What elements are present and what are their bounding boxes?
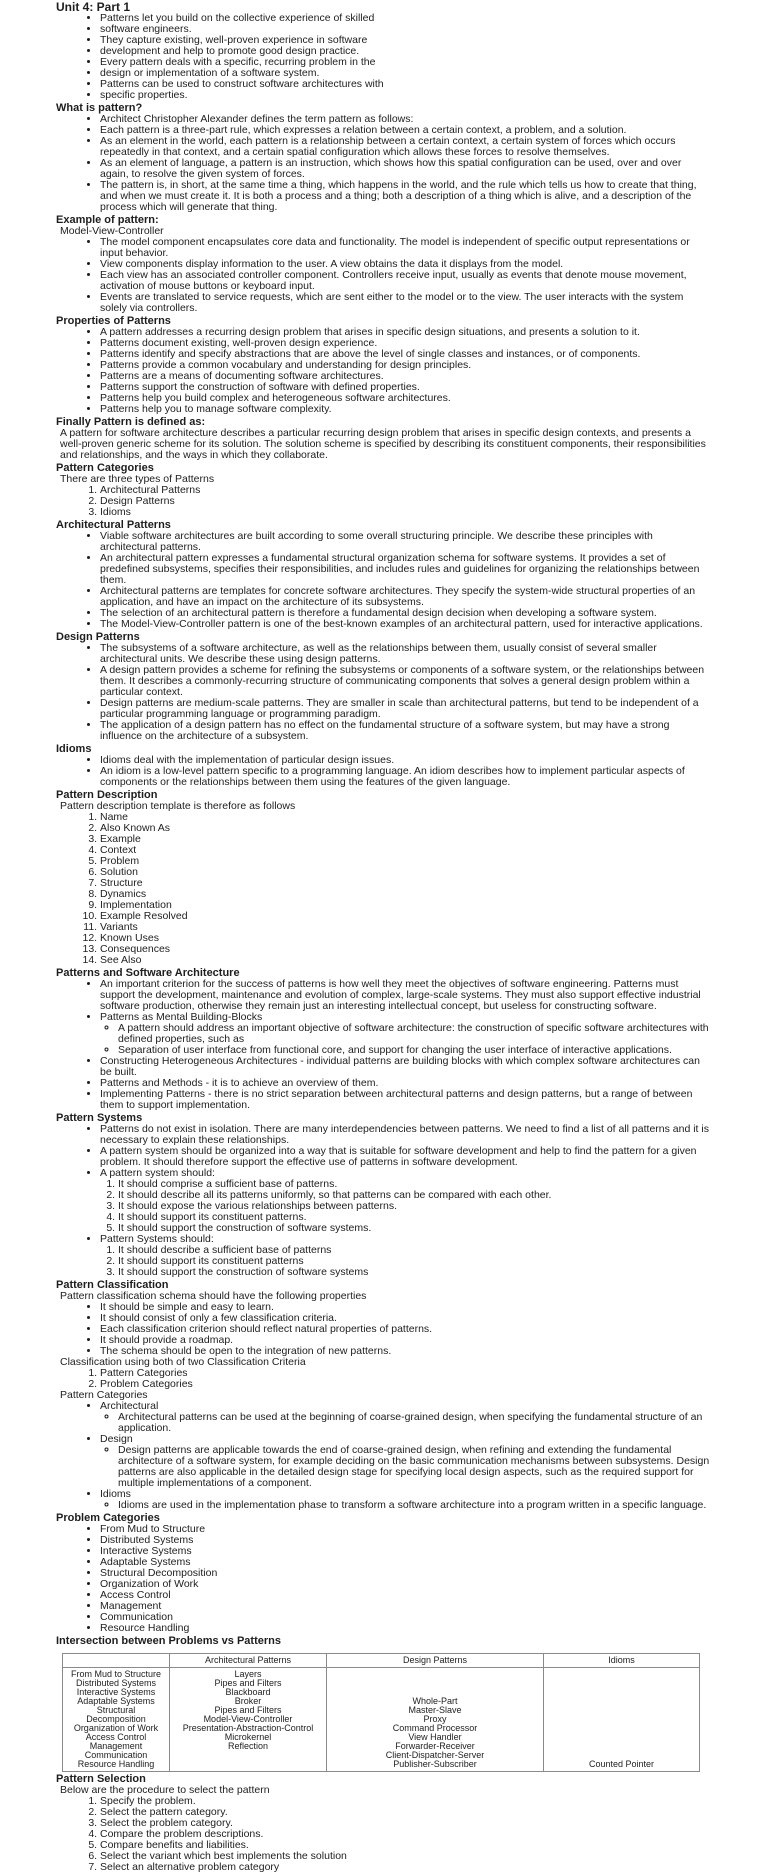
list-item: • The model component encapsulates core data and functionality. The model is independent of specific output representations or input behavior. [100,237,712,259]
category-name: Idioms [100,1488,131,1500]
mental-blocks-list [100,1023,712,1056]
description-intro: Pattern description template is therefore as follows [60,800,296,812]
list-item: 5. Compare benefits and liabilities. [100,1840,712,1851]
list-item: • Organization of Work [100,1579,712,1590]
list-item: 7. Structure [100,878,712,889]
classification-list [56,1302,712,1357]
list-item: • development and help to promote good design practice. [100,46,712,57]
list-item: • The pattern is, in short, at the same time a thing, which happens in the world, and the rule which tells us how to create that thing, and when we must create it. It is both a process and a thing; both a description of a thing which is alive, and a description of the process which will generate that thing. [100,180,712,213]
list-item: 2. It should describe all its patterns uniformly, so that patterns can be compared with each other. [118,1190,712,1201]
list-item: 6. Select the variant which best implements the solution [100,1851,712,1862]
list-item: 2. Also Known As [100,823,712,834]
table-cell: From Mud to Structure Distributed Systems Interactive Systems Adaptable Systems Structural Decomposition Organization of Work Access Control Management Communication Resource Handling [63,1668,170,1772]
what-is-pattern-list [56,114,712,213]
list-item: • software engineers. [100,24,712,35]
list-item: • Adaptable Systems [100,1557,712,1568]
list-item: • It should provide a roadmap. [100,1335,712,1346]
list-item: • An architectural pattern expresses a fundamental structural organization schema for software systems. It provides a set of predefined subsystems, specifies their responsibilities, and includes rules and guidelines for organizing the relationships between them. [100,553,712,586]
list-item: • It should consist of only a few classification criteria. [100,1313,712,1324]
list-item: • Idioms deal with the implementation of particular design issues. [100,755,712,766]
list-item: 6. Solution [100,867,712,878]
list-item: ◦ Design patterns are applicable towards the end of coarse-grained design, when refining and extending the fundamental architecture of a software system, for example deciding on the basic communication mechanisms between subsystems. Design patterns are also applicable in the detailed design stage for specifying local design aspects, such as the required support for multiple implementations of a component. [118,1445,712,1489]
table-cell: Whole-Part Master-Slave Proxy Command Processor View Handler Forwarder-Receiver Client-Dispatcher-Server Publisher-Subscriber [327,1668,544,1772]
list-item: • Design patterns are medium-scale patterns. They are smaller in scale than architectural patterns, but tend to be independent of a particular programming language or programming paradigm. [100,698,712,720]
list-item: 12. Known Uses [100,933,712,944]
design-list [56,643,712,742]
section-heading: Intersection between Problems vs Patterns [56,1635,281,1647]
list-item: • Patterns support the construction of software with defined properties. [100,382,712,393]
table-header-cell [63,1654,170,1668]
list-item: • Patterns identify and specify abstractions that are above the level of single classes and instances, or of components. [100,349,712,360]
list-item: • Access Control [100,1590,712,1601]
example-list [56,237,712,314]
list-item [100,1012,712,1056]
list-item: 9. Implementation [100,900,712,911]
list-item: • Distributed Systems [100,1535,712,1546]
list-item: • Every pattern deals with a specific, recurring problem in the [100,57,712,68]
list-item [100,1168,712,1234]
list-item: • Each view has an associated controller component. Controllers receive input, usually as events that denote mouse movement, activation of mouse buttons or keyboard input. [100,270,712,292]
list-item: • Structural Decomposition [100,1568,712,1579]
list-item: • Management [100,1601,712,1612]
section-heading: Properties of Patterns [56,315,171,327]
list-item: • As an element of language, a pattern is an instruction, which shows how this spatial configuration can be used, over and over again, to resolve the given system of forces. [100,158,712,180]
list-item: • Patterns can be used to construct software architectures with [100,79,712,90]
architectural-list [56,531,712,630]
section-heading: Patterns and Software Architecture [56,967,240,979]
list-item: • specific properties. [100,90,712,101]
section-heading: Pattern Selection [56,1773,146,1785]
list-item: 11. Variants [100,922,712,933]
category-name: Design [100,1433,133,1445]
list-item: • The schema should be open to the integration of new patterns. [100,1346,712,1357]
criteria-intro: Classification using both of two Classification Criteria [60,1356,306,1368]
table-cell: Layers Pipes and Filters Blackboard Broker Pipes and Filters Model-View-Controller Presentation-Abstraction-Control Microkernel Reflection [170,1668,327,1772]
list-item: 2. It should support its constituent patterns [118,1256,712,1267]
table-header-row [63,1654,700,1668]
list-item: • A design pattern provides a scheme for refining the subsystems or components of a software system, or the relationships between them. It describes a commonly-recurring structure of communicating components that solves a general design problem within a particular context. [100,665,712,698]
list-item: • Patterns are a means of documenting software architectures. [100,371,712,382]
list-item: • Patterns do not exist in isolation. There are many interdependencies between patterns. We need to find a list of all patterns and it is necessary to explain these relationships. [100,1124,712,1146]
list-item: • design or implementation of a software system. [100,68,712,79]
list-item: 1. Pattern Categories [100,1368,712,1379]
list-item: • Resource Handling [100,1623,712,1634]
list-item: 5. Problem [100,856,712,867]
list-item: 4. It should support its constituent patterns. [118,1212,712,1223]
selection-intro: Below are the procedure to select the pattern [60,1784,270,1796]
list-item: • Patterns help you build complex and heterogeneous software architectures. [100,393,712,404]
problem-categories-list [56,1524,712,1634]
list-item: ◦ Separation of user interface from functional core, and support for changing the user interface of interactive applications. [118,1045,712,1056]
section-heading: Pattern Description [56,789,158,801]
category-desc-list [100,1500,712,1511]
list-item: • The Model-View-Controller pattern is one of the best-known examples of an architectural pattern, used for interactive applications. [100,619,712,630]
list-item: • They capture existing, well-proven experience in software [100,35,712,46]
table-header-cell: Idioms [544,1654,700,1668]
section-heading: Example of pattern: [56,214,159,226]
list-item: • A pattern addresses a recurring design problem that arises in specific design situations, and presents a solution to it. [100,327,712,338]
list-item: 3. It should support the construction of software systems [118,1267,712,1278]
list-item: 3. Idioms [100,507,712,518]
list-item: • An idiom is a low-level pattern specific to a programming language. An idiom describes how to implement particular aspects of components or the relationships between them using the features of the given language. [100,766,712,788]
list-item: ◦ Architectural patterns can be used at the beginning of coarse-grained design, when specifying the fundamental structure of an application. [118,1412,712,1434]
list-item: • Patterns document existing, well-proven design experience. [100,338,712,349]
category-desc-list [100,1445,712,1489]
list-item: 10. Example Resolved [100,911,712,922]
list-item: • It should be simple and easy to learn. [100,1302,712,1313]
categories-list [56,485,712,518]
list-item [100,1489,712,1511]
list-item: 14. See Also [100,955,712,966]
list-item: • Architect Christopher Alexander defines the term pattern as follows: [100,114,712,125]
list-item: • View components display information to the user. A view obtains the data it displays from the model. [100,259,712,270]
classification-intro: Pattern classification schema should have the following properties [60,1290,367,1302]
section-heading: Problem Categories [56,1512,160,1524]
description-list [56,812,712,966]
list-item: • Patterns and Methods - it is to achieve an overview of them. [100,1078,712,1089]
list-item: • Patterns provide a common vocabulary and understanding for design principles. [100,360,712,371]
list-item: • Each pattern is a three-part rule, which expresses a relation between a certain context, a problem, and a solution. [100,125,712,136]
list-item: • A pattern system should be organized into a way that is suitable for software development and help to find the pattern for a given problem. It should therefore support the effective use of patterns in software development. [100,1146,712,1168]
list-item: 2. Problem Categories [100,1379,712,1390]
list-item: ◦ Idioms are used in the implementation phase to transform a software architecture into a program written in a specific language. [118,1500,712,1511]
require-list [100,1245,712,1278]
list-item: • Architectural patterns are templates for concrete software architectures. They specify the system-wide structural properties of an application, and have an impact on the architecture of its subsystems. [100,586,712,608]
list-item: • Implementing Patterns - there is no strict separation between architectural patterns and design patterns, but a range of between them to support implementation. [100,1089,712,1111]
selection-list [56,1796,712,1873]
list-item [100,1434,712,1489]
software-arch-list [56,979,712,1111]
list-item: • From Mud to Structure [100,1524,712,1535]
list-item: • Events are translated to service requests, which are sent either to the model or to the view. The user interacts with the system solely via controllers. [100,292,712,314]
properties-list [56,327,712,415]
section-heading: Pattern Systems [56,1112,143,1124]
intro-list [56,13,712,101]
section-heading: Architectural Patterns [56,519,171,531]
list-item: • The application of a design pattern has no effect on the fundamental structure of a software system, but may have a strong influence on the architecture of a subsystem. [100,720,712,742]
section-heading: Finally Pattern is defined as: [56,416,206,428]
list-item: 1. Specify the problem. [100,1796,712,1807]
definition-paragraph: A pattern for software architecture describes a particular recurring design problem that arises in specific design contexts, and presents a well-proven generic scheme for its solution. The solution scheme is specified by describing its constituent components, their responsibilities and relationships, and the ways in which they collaborate. [60,427,706,461]
section-heading: Pattern Classification [56,1279,169,1291]
list-item: 3. Select the problem category. [100,1818,712,1829]
document-page [56,0,712,1873]
table-header-cell: Design Patterns [327,1654,544,1668]
problems-patterns-table [62,1653,700,1772]
table-header-cell: Architectural Patterns [170,1654,327,1668]
list-item: • Interactive Systems [100,1546,712,1557]
pattern-categories-list [56,1401,712,1511]
section-heading: Idioms [56,743,92,755]
section-heading: What is pattern? [56,102,143,114]
list-item: • Communication [100,1612,712,1623]
list-item: 13. Consequences [100,944,712,955]
category-name: Architectural [100,1400,159,1412]
list-item: 8. Dynamics [100,889,712,900]
list-item: 4. Compare the problem descriptions. [100,1829,712,1840]
list-item: • Each classification criterion should reflect natural properties of patterns. [100,1324,712,1335]
mental-blocks-label: Patterns as Mental Building-Blocks [100,1011,263,1023]
require-label: Pattern Systems should: [100,1233,214,1245]
document-title: Unit 4: Part 1 [56,0,131,14]
list-item: 5. It should support the construction of software systems. [118,1223,712,1234]
list-item: 1. It should describe a sufficient base of patterns [118,1245,712,1256]
example-label: Model-View-Controller [60,225,164,237]
table-row [63,1668,700,1772]
list-item: 1. It should comprise a sufficient base of patterns. [118,1179,712,1190]
list-item: 3. It should expose the various relationships between patterns. [118,1201,712,1212]
categories-intro: There are three types of Patterns [60,473,215,485]
features-list [100,1179,712,1234]
list-item: • The subsystems of a software architecture, as well as the relationships between them, usually consist of several smaller architectural units. We describe these using design patterns. [100,643,712,665]
list-item: • As an element in the world, each pattern is a relationship between a certain context, a certain system of forces which occurs repeatedly in that context, and a certain spatial configuration which allows these forces to resolve themselves. [100,136,712,158]
section-heading: Pattern Categories [56,462,154,474]
list-item: 4. Context [100,845,712,856]
table-cell: Counted Pointer [544,1668,700,1772]
criteria-list [56,1368,712,1390]
pattern-categories-subheading: Pattern Categories [60,1389,148,1401]
list-item: 3. Example [100,834,712,845]
list-item: 2. Design Patterns [100,496,712,507]
list-item: • An important criterion for the success of patterns is how well they meet the objectives of software engineering. Patterns must support the development, maintenance and evolution of complex, large-scale systems. They must also support effective industrial software production, otherwise they remain just an interesting intellectual concept, but useless for constructing software. [100,979,712,1012]
section-heading: Design Patterns [56,631,140,643]
category-desc-list [100,1412,712,1434]
systems-list [56,1124,712,1278]
list-item: ◦ A pattern should address an important objective of software architecture: the construction of specific software architectures with defined properties, such as [118,1023,712,1045]
list-item: 1. Architectural Patterns [100,485,712,496]
list-item [100,1401,712,1434]
list-item: 2. Select the pattern category. [100,1807,712,1818]
list-item: 7. Select an alternative problem category [100,1862,712,1873]
features-label: A pattern system should: [100,1167,215,1179]
list-item [100,1234,712,1278]
list-item: 1. Name [100,812,712,823]
list-item: • Patterns help you to manage software complexity. [100,404,712,415]
list-item: • Constructing Heterogeneous Architectures - individual patterns are building blocks with which complex software architectures can be built. [100,1056,712,1078]
idioms-list [56,755,712,788]
list-item: • Patterns let you build on the collective experience of skilled [100,13,712,24]
list-item: • The selection of an architectural pattern is therefore a fundamental design decision when developing a software system. [100,608,712,619]
list-item: • Viable software architectures are built according to some overall structuring principle. We describe these principles with architectural patterns. [100,531,712,553]
